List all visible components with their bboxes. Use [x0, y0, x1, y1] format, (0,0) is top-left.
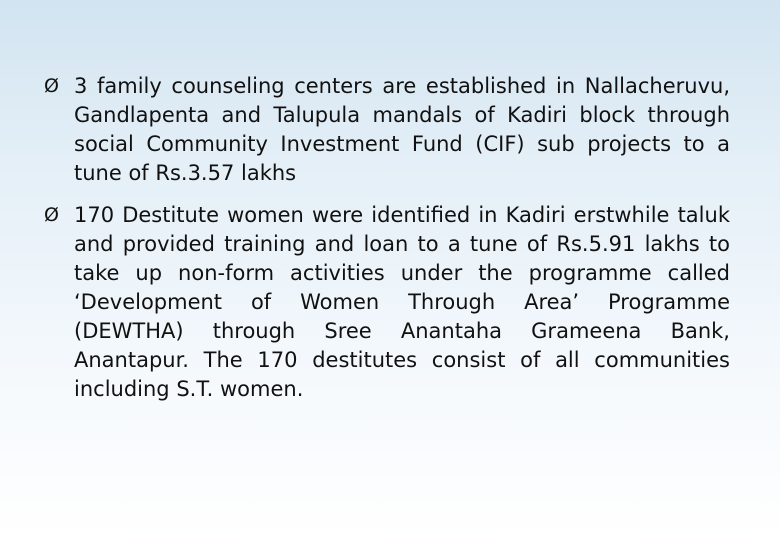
- bullet-list: [44, 72, 730, 417]
- arrow-bullet-icon: Ø: [44, 204, 59, 226]
- bullet-text: 3 family counseling centers are established in Nallacheruvu, Gandlapenta and Talupula mandals of Kadiri block through social Community Investment Fund (CIF) sub projects to a tune of Rs.3.57 lakhs: [74, 74, 730, 185]
- arrow-bullet-icon: Ø: [44, 75, 59, 97]
- bullet-item-destitute-women: [44, 201, 730, 404]
- bullet-text: 170 Destitute women were identified in Kadiri erstwhile taluk and provided training and loan to a tune of Rs.5.91 lakhs to take up non-form activities under the programme called ‘Development of Women Through Area’ Programme (DEWTHA) through Sree Anantaha Grameena Bank, Anantapur. The 170 destitutes consist of all communities including S.T. women.: [74, 203, 730, 401]
- bullet-item-counseling-centers: [44, 72, 730, 188]
